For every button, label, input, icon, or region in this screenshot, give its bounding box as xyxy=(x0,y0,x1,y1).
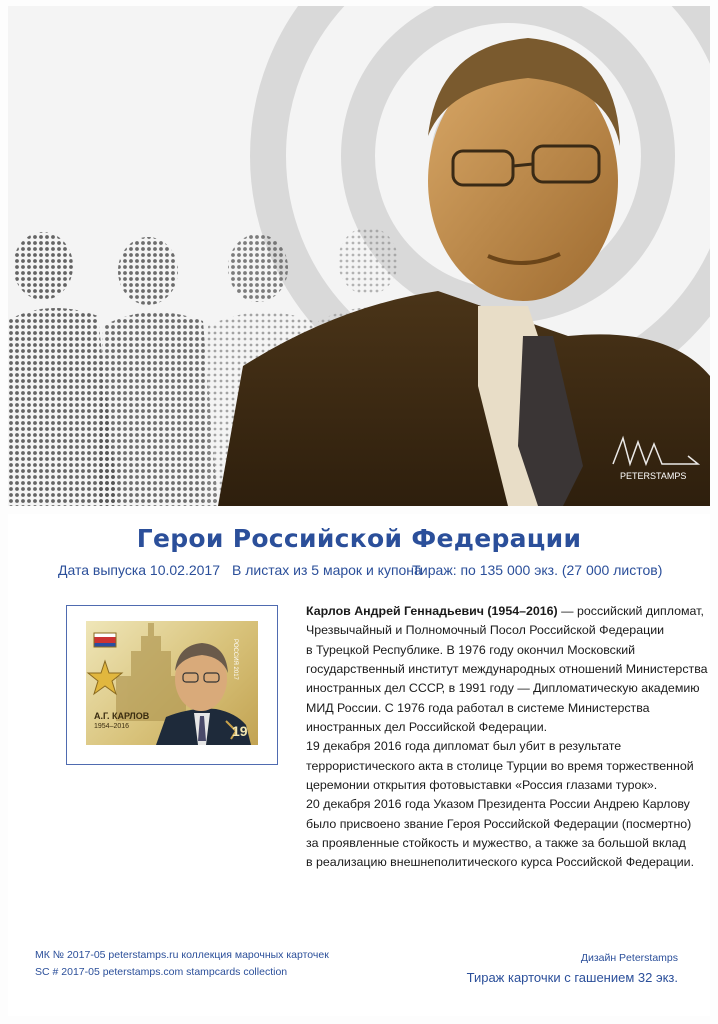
card-title: Герои Российской Федерации xyxy=(136,524,582,553)
footer-card-run: Тираж карточки с гашением 32 экз. xyxy=(466,970,678,985)
stamp-value: 19 xyxy=(232,723,248,739)
bio-line: 19 декабря 2016 года дипломат был убит в результате xyxy=(306,739,622,754)
portrait-illustration xyxy=(8,6,710,506)
bio-line: государственный институт международных отношений Министерства xyxy=(306,662,708,677)
bio-lead-name: Карлов Андрей Геннадьевич (1954–2016) xyxy=(306,604,558,618)
footer-ru-collection: МК № 2017-05 peterstamps.ru коллекция марочных карточек xyxy=(35,949,329,961)
sheet-info: В листах из 5 марок и купона xyxy=(232,562,422,578)
postage-stamp xyxy=(86,621,258,745)
stamp-years: 1954–2016 xyxy=(94,723,130,730)
bio-lead-line xyxy=(306,602,704,621)
bio-line: иностранных дел СССР, в 1991 году — Дипломатическую академию xyxy=(306,681,700,696)
stamp-country: РОССИЯ 2017 xyxy=(232,639,238,680)
building-silhouette xyxy=(116,623,186,721)
footer-design: Дизайн Peterstamps xyxy=(580,952,678,964)
footer-en-collection: SC # 2017-05 peterstamps.com stampcards collection xyxy=(35,966,288,978)
biography-text xyxy=(306,602,708,873)
stamp-name: А.Г. КАРЛОВ xyxy=(94,711,150,721)
issue-date: Дата выпуска 10.02.2017 xyxy=(58,562,220,578)
bio-line: за проявленные стойкость и мужество, а также за большой вклад xyxy=(306,836,686,851)
bio-line: было присвоено звание Героя Российской Федерации (посмертно) xyxy=(306,816,692,831)
bio-lead-rest: — российский дипломат, xyxy=(557,604,704,618)
photo-watermark: PETERSTAMPS xyxy=(620,471,687,481)
bio-line: иностранных дел Российской Федерации. xyxy=(306,720,548,735)
bio-line: в реализацию внешнеполитического курса Российской Федерации. xyxy=(306,855,695,870)
bio-line: террористического акта в столице Турции во время торжественной xyxy=(306,758,694,773)
bio-line: в Турецкой Республике. В 1976 году окончил Московский xyxy=(306,642,636,657)
bio-line: церемонии открытия фотовыставки «Россия глазами турок». xyxy=(306,778,658,793)
print-run: Тираж: по 135 000 экз. (27 000 листов) xyxy=(412,562,663,578)
bio-line: МИД России. С 1976 года работал в системе Министерства xyxy=(306,700,650,715)
bio-line: Чрезвычайный и Полномочный Посол Российской Федерации xyxy=(306,623,665,638)
bio-line: 20 декабря 2016 года Указом Президента России Андрею Карлову xyxy=(306,797,690,812)
